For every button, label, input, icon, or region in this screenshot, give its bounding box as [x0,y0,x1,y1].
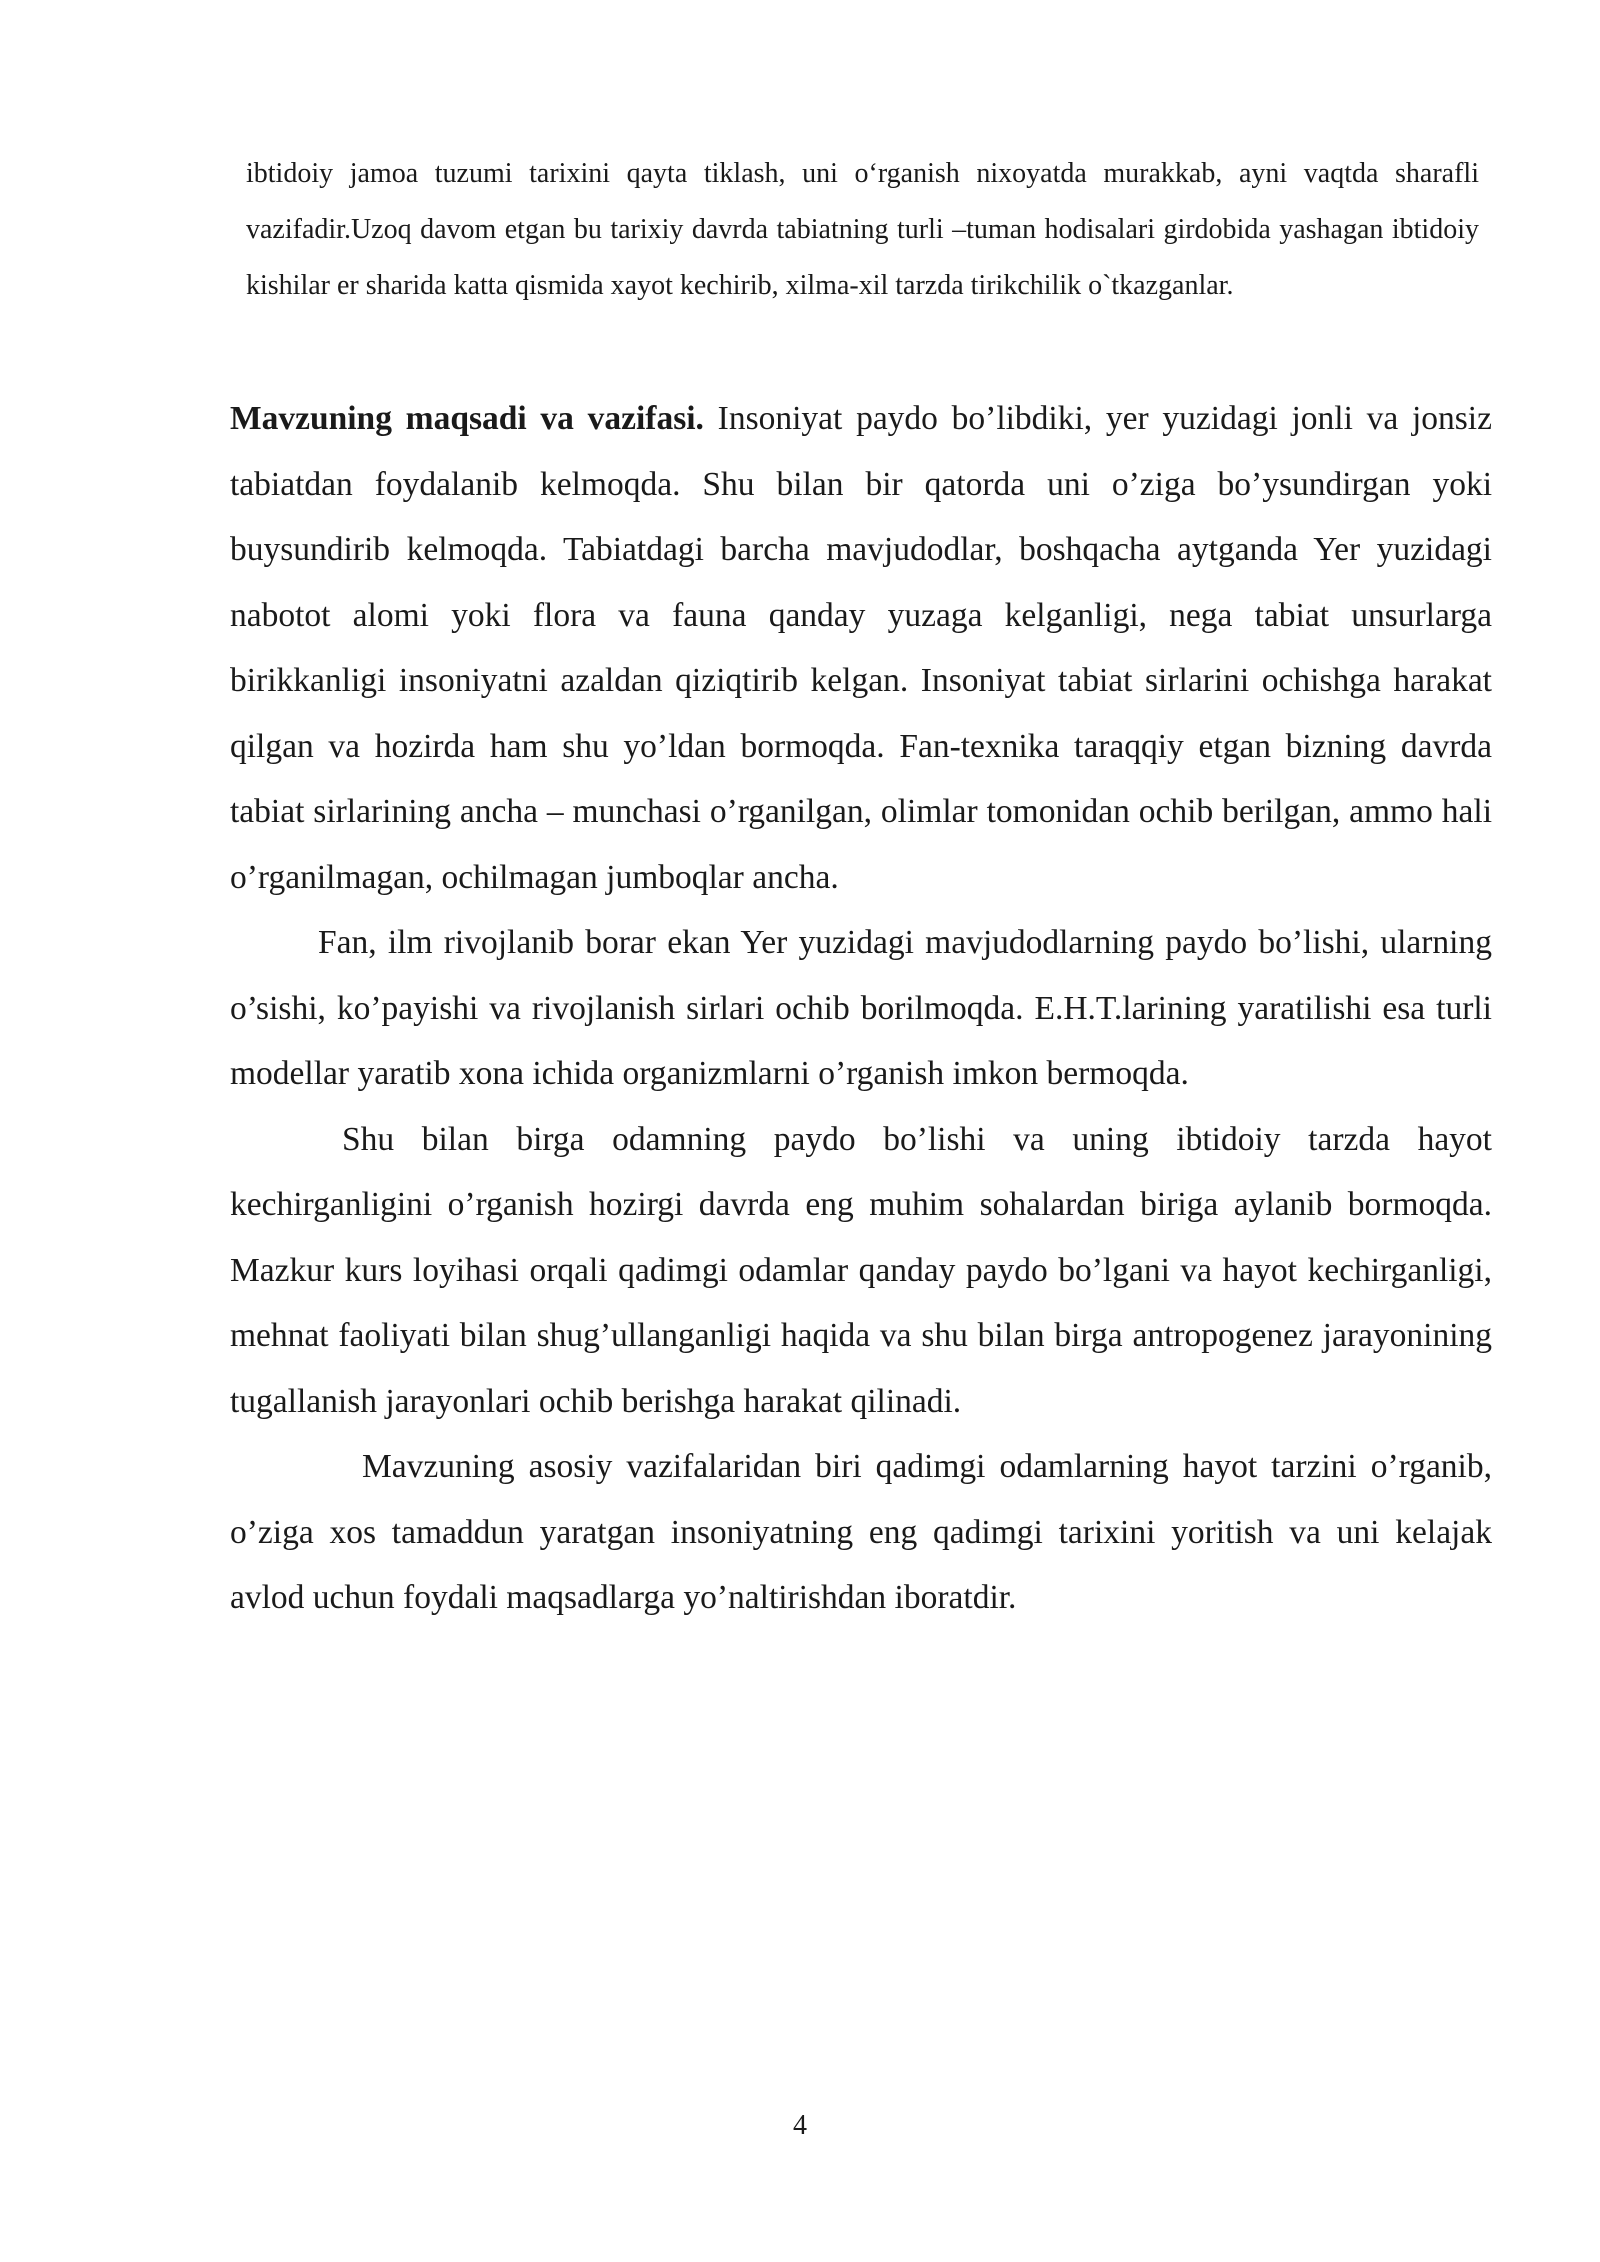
section-paragraph-1 [230,386,1492,910]
section-paragraph-2: Fan, ilm rivojlanib borar ekan Yer yuzidagi mavjudodlarning paydo bo’lishi, ularning o’sishi, ko’payishi va rivojlanish sirlari ochib borilmoqda. E.H.T.larining yaratilishi esa turli modellar yaratib xona ichida organizmlarni o’rganish imkon bermoqda. [230,924,1492,1092]
section-heading: Mavzuning maqsadi va vazifasi. [230,400,704,437]
intro-paragraph: ibtidoiy jamoa tuzumi tarixini qayta tiklash, uni o‘rganish nixoyatda murakkab, ayni vaqtda sharafli vazifadir.Uzoq davom etgan bu tarixiy davrda tabiatning turli –tuman hodisalari girdobida yashagan ibtidoiy kishilar er sharida katta qismida xayot kechirib, xilma-xil tarzda tirikchilik o`tkazganlar. [246,158,1479,301]
section-lead-text: Insoniyat paydo bo’libdiki, yer yuzidagi jonli va jonsiz tabiatdan foydalanib kelmoqda. Shu bilan bir qatorda uni o’ziga bo’ysundirgan yoki buysundirib kelmoqda. Tabiatdagi barcha mavjudodlar, boshqacha aytganda Yer yuzidagi nabotot alomi yoki flora va fauna qanday yuzaga kelganligi, nega tabiat unsurlarga birikkanligi insoniyatni azaldan qiziqtirib kelgan. Insoniyat tabiat sirlarini ochishga harakat qilgan va hozirda ham shu yo’ldan bormoqda. Fan-texnika taraqqiy etgan bizning davrda tabiat sirlarining ancha – munchasi o’rganilgan, olimlar tomonidan ochib berilgan, ammo hali o’rganilmagan, ochilmagan jumboqlar ancha. [230,400,1492,896]
page-number: 4 [793,2110,807,2141]
section-paragraph-4: Mavzuning asosiy vazifalaridan biri qadimgi odamlarning hayot tarzini o’rganib, o’ziga xos tamaddun yaratgan insoniyatning eng qadimgi tarixini yoritish va uni kelajak avlod uchun foydali maqsadlarga yo’naltirishdan iboratdir. [230,1448,1492,1616]
section-paragraph-3: Shu bilan birga odamning paydo bo’lishi va uning ibtidoiy tarzda hayot kechirganligini o’rganish hozirgi davrda eng muhim sohalardan biriga aylanib bormoqda. Mazkur kurs loyihasi orqali qadimgi odamlar qanday paydo bo’lgani va hayot kechirganligi, mehnat faoliyati bilan shug’ullanganligi haqida va shu bilan birga antropogenez jarayonining tugallanish jarayonlari ochib berishga harakat qilinadi. [230,1120,1492,1420]
main-text-block [230,386,1492,1631]
